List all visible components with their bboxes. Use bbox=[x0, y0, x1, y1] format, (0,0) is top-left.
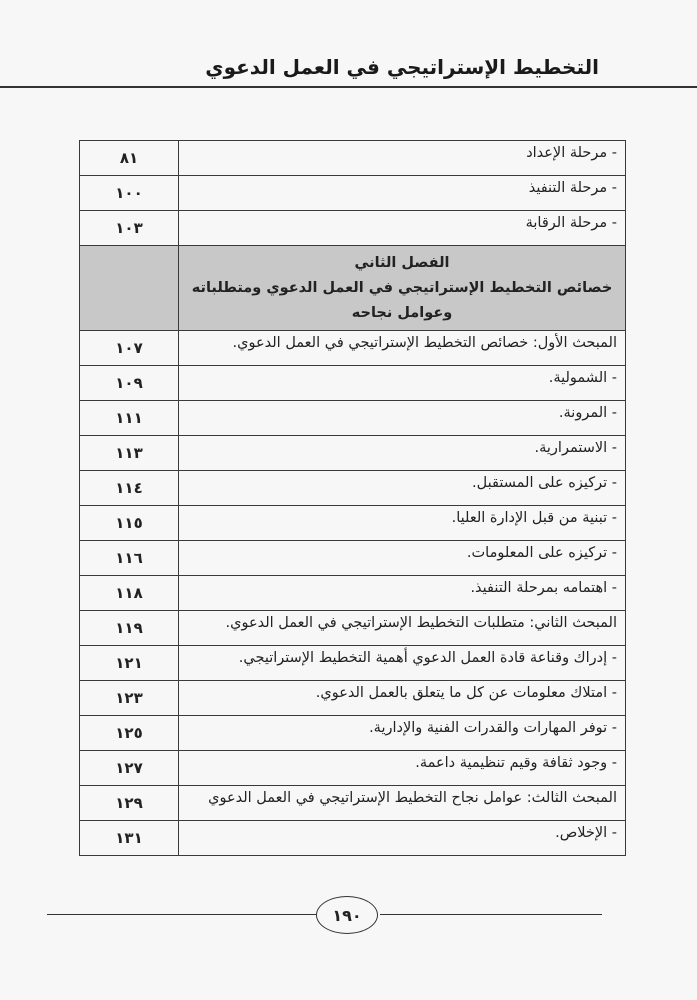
toc-page-number: ١٠٠ bbox=[80, 176, 179, 211]
toc-entry: المبحث الثاني: متطلبات التخطيط الإستراتيجي في العمل الدعوي. bbox=[179, 611, 626, 646]
toc-entry: - الاستمرارية. bbox=[179, 436, 626, 471]
toc-row bbox=[80, 821, 626, 856]
toc-page-number: ١٠٣ bbox=[80, 211, 179, 246]
toc-entry: - مرحلة الرقابة bbox=[179, 211, 626, 246]
toc-row bbox=[80, 681, 626, 716]
toc-entry: - تبنية من قبل الإدارة العليا. bbox=[179, 506, 626, 541]
toc-entry: - وجود ثقافة وقيم تنظيمية داعمة. bbox=[179, 751, 626, 786]
toc-page-number: ٨١ bbox=[80, 141, 179, 176]
footer-rule-left bbox=[47, 914, 316, 915]
toc-row bbox=[80, 541, 626, 576]
toc-row bbox=[80, 786, 626, 821]
toc-row bbox=[80, 611, 626, 646]
running-title: التخطيط الإستراتيجي في العمل الدعوي bbox=[205, 55, 599, 79]
toc-entry: - مرحلة التنفيذ bbox=[179, 176, 626, 211]
toc-page-number: ١٢٧ bbox=[80, 751, 179, 786]
toc-entry: - إدراك وقناعة قادة العمل الدعوي أهمية التخطيط الإستراتيجي. bbox=[179, 646, 626, 681]
toc-page-number: ١١٦ bbox=[80, 541, 179, 576]
toc-row bbox=[80, 471, 626, 506]
toc-entry: - الشمولية. bbox=[179, 366, 626, 401]
toc-page-number: ١١١ bbox=[80, 401, 179, 436]
chapter-page-cell bbox=[80, 246, 179, 331]
toc-entry: - تركيزه على المستقبل. bbox=[179, 471, 626, 506]
toc-page-number: ١١٤ bbox=[80, 471, 179, 506]
toc-entry: - الإخلاص. bbox=[179, 821, 626, 856]
toc-entry: - تركيزه على المعلومات. bbox=[179, 541, 626, 576]
chapter-title: خصائص التخطيط الإستراتيجي في العمل الدعوي ومتطلباته bbox=[191, 279, 613, 296]
chapter-number: الفصل الثاني bbox=[354, 254, 450, 271]
toc-page-number: ١١٩ bbox=[80, 611, 179, 646]
toc-row bbox=[80, 401, 626, 436]
toc-row bbox=[80, 506, 626, 541]
toc-row bbox=[80, 141, 626, 176]
toc-row bbox=[80, 436, 626, 471]
toc-row bbox=[80, 176, 626, 211]
toc-table bbox=[79, 140, 626, 856]
page-number-badge: ١٩٠ bbox=[316, 896, 378, 934]
toc-row bbox=[80, 211, 626, 246]
toc-page-number: ١٠٩ bbox=[80, 366, 179, 401]
toc-page-number: ١٣١ bbox=[80, 821, 179, 856]
chapter-heading bbox=[179, 246, 626, 331]
toc-page-number: ١٢٥ bbox=[80, 716, 179, 751]
toc-row bbox=[80, 646, 626, 681]
toc-entry: - توفر المهارات والقدرات الفنية والإدارية. bbox=[179, 716, 626, 751]
toc-row bbox=[80, 716, 626, 751]
toc-entry: - المرونة. bbox=[179, 401, 626, 436]
chapter-title-cont: وعوامل نجاحه bbox=[351, 304, 453, 321]
toc-page-number: ١٢٩ bbox=[80, 786, 179, 821]
footer-rule-right bbox=[380, 914, 602, 915]
toc-page-number: ١١٨ bbox=[80, 576, 179, 611]
toc-row bbox=[80, 751, 626, 786]
toc-row bbox=[80, 576, 626, 611]
toc-entry: - امتلاك معلومات عن كل ما يتعلق بالعمل الدعوي. bbox=[179, 681, 626, 716]
header-rule bbox=[0, 86, 697, 88]
toc-row bbox=[80, 366, 626, 401]
toc-entry: المبحث الأول: خصائص التخطيط الإستراتيجي في العمل الدعوي. bbox=[179, 331, 626, 366]
toc-page-number: ١١٥ bbox=[80, 506, 179, 541]
toc-page-number: ١٢١ bbox=[80, 646, 179, 681]
toc-row bbox=[80, 331, 626, 366]
toc-page-number: ١٢٣ bbox=[80, 681, 179, 716]
toc-page-number: ١٠٧ bbox=[80, 331, 179, 366]
toc-page-number: ١١٣ bbox=[80, 436, 179, 471]
chapter-heading-row bbox=[80, 246, 626, 331]
toc-entry: المبحث الثالث: عوامل نجاح التخطيط الإستراتيجي في العمل الدعوي bbox=[179, 786, 626, 821]
toc-entry: - مرحلة الإعداد bbox=[179, 141, 626, 176]
toc-entry: - اهتمامه بمرحلة التنفيذ. bbox=[179, 576, 626, 611]
